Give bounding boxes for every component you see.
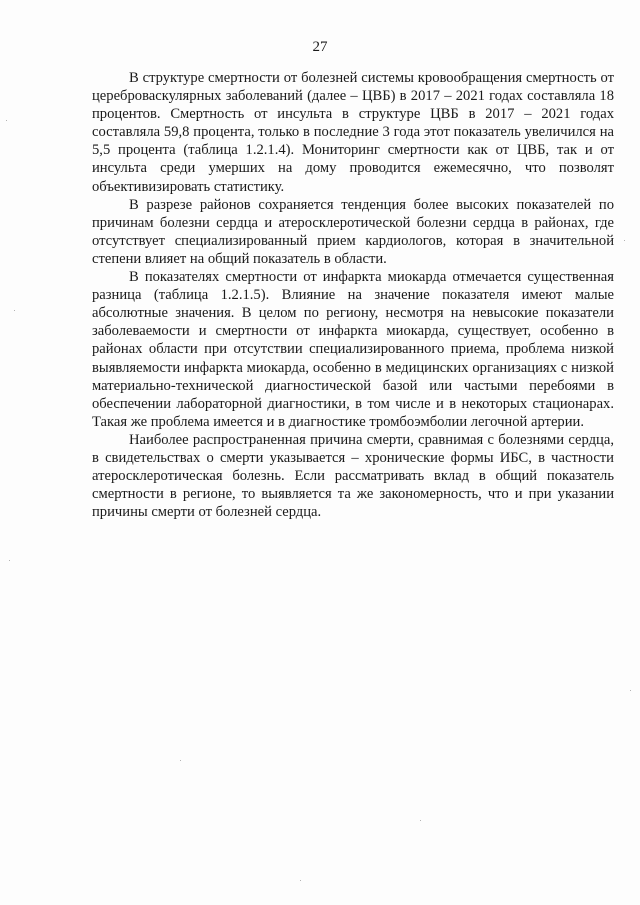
scan-speck [300, 880, 301, 881]
body-text [92, 69, 614, 521]
scan-speck [180, 760, 181, 761]
paragraph-myocardial-infarction: В показателях смертности от инфаркта миокарда отмечается существенная разница (таблица 1.2.1.5). Влияние на значение показателя имеют малые абсолютные значения. В целом по региону, несмотря на невысокие показатели заболеваемости и смертности от инфаркта миокарда, существует, особенно в районах области при отсутствии специализированного приема, проблема низкой выявляемости инфаркта миокарда, особенно в медицинских организациях с низкой материально-технической диагностической базой или частыми перебоями в обеспечении лабораторной диагностики, в том числе и в некоторых стационарах. Такая же проблема имеется и в диагностике тромбоэмболии легочной артерии. [92, 269, 614, 430]
scan-speck [9, 560, 10, 561]
page-number: 27 [312, 39, 328, 55]
scan-speck [420, 820, 421, 821]
paragraph-chronic-ihd: Наиболее распространенная причина смерти, сравнимая с болезнями сердца, в свидетельствах о смерти указывается – хронические формы ИБС, в частности атеросклеротическая болезнь. Если рассматривать вклад в общий показатель смертности в регионе, то выявляется та же закономерность, что и при указании причины смерти от болезней сердца. [92, 431, 614, 521]
scan-speck [6, 120, 7, 121]
paragraph-stroke-mortality: В структуре смертности от болезней системы кровообращения смертность от цереброваскулярных заболеваний (далее – ЦВБ) в 2017 – 2021 годах составляла 18 процентов. Смертность от инсульта в структуре ЦВБ в 2017 – 2021 годах составляла 59,8 процента, только в последние 3 года этот показатель увеличился на 5,5 процента (таблица 1.2.1.4). Мониторинг смертности как от ЦВБ, так и от инсульта среди умерших на дому проводится ежемесячно, что позволят объективизировать статистику. [92, 70, 614, 195]
paragraph-district-trends: В разрезе районов сохраняется тенденция более высоких показателей по причинам болезни сердца и атеросклеротической болезни сердца в районах, где отсутствует специализированный прием кардиологов, которая в значительной степени влияет на общий показатель в области. [92, 196, 614, 267]
scan-speck [624, 240, 625, 241]
scan-speck [14, 310, 15, 311]
scan-speck [630, 690, 631, 691]
